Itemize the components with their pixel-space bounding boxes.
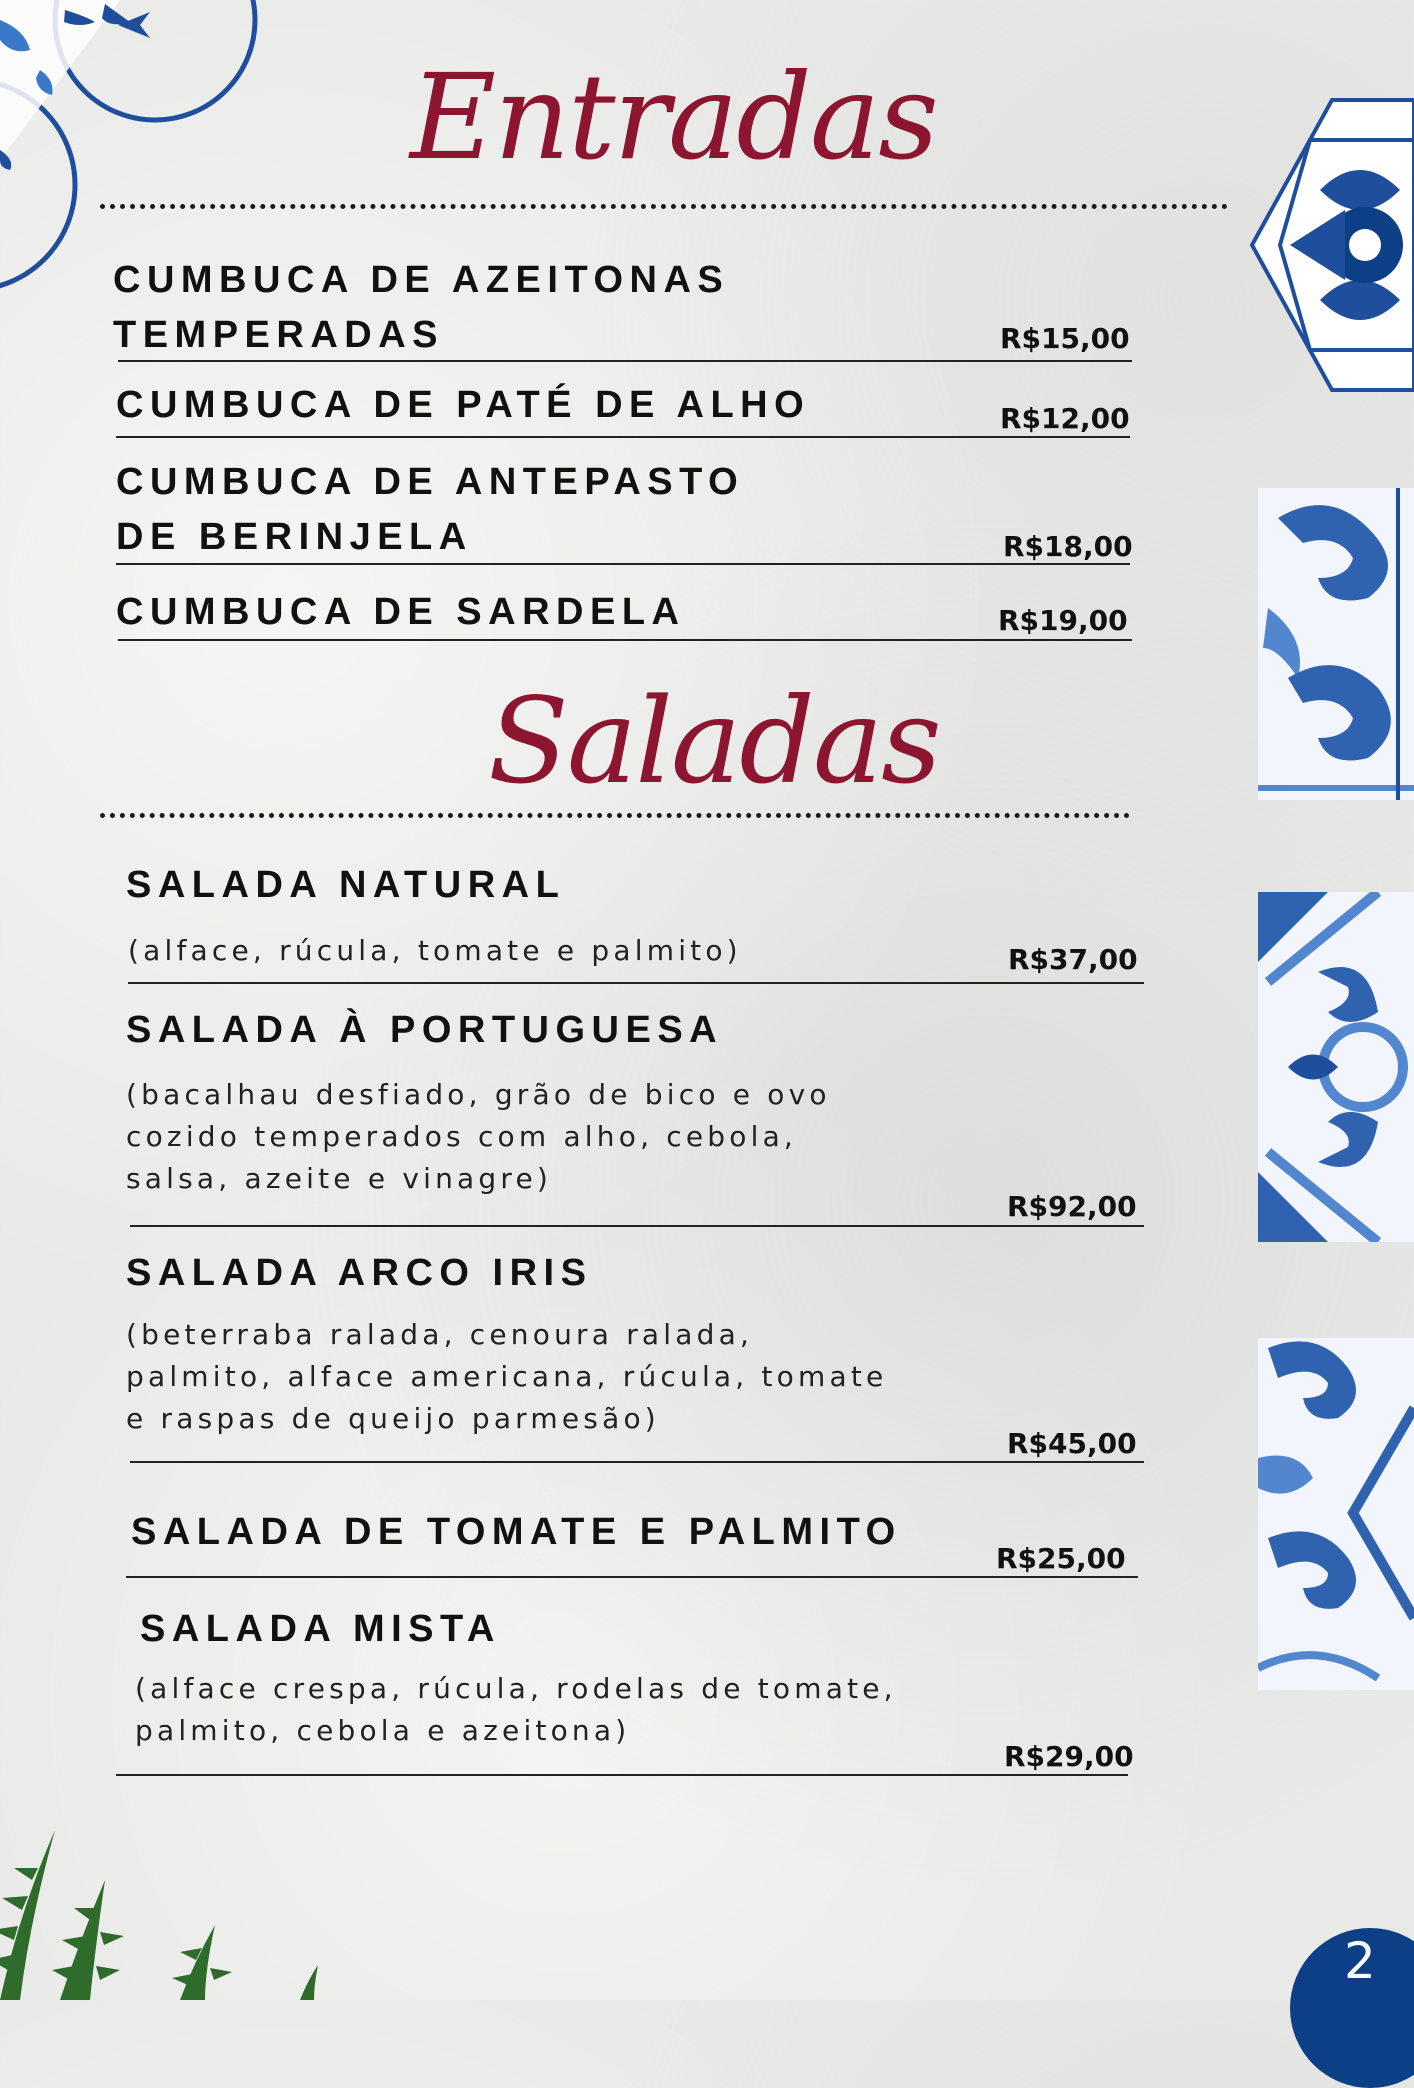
azulejo-tile-icon — [1258, 488, 1414, 800]
azulejo-star-tile-icon — [1250, 80, 1414, 410]
menu-item-description: palmito, alface americana, rúcula, tomate — [126, 1360, 888, 1393]
azulejo-circles-icon — [0, 0, 270, 290]
menu-item-description: cozido temperados com alho, cebola, — [126, 1120, 798, 1153]
menu-item-name: SALADA À PORTUGUESA — [126, 1009, 724, 1051]
menu-item-price: R$37,00 — [1008, 943, 1138, 976]
item-divider — [130, 1225, 1144, 1227]
menu-item-name: SALADA ARCO IRIS — [126, 1252, 593, 1294]
section-divider — [100, 204, 1228, 209]
menu-item-name: CUMBUCA DE SARDELA — [116, 591, 686, 633]
azulejo-tile-icon — [1258, 1338, 1414, 1690]
menu-item-name: CUMBUCA DE ANTEPASTO — [116, 461, 745, 503]
menu-item-name: CUMBUCA DE PATÉ DE ALHO — [116, 384, 811, 426]
menu-item-description: e raspas de queijo parmesão) — [126, 1402, 660, 1435]
item-divider — [118, 639, 1132, 641]
page-number: 2 — [1344, 1932, 1376, 1990]
menu-item-name: TEMPERADAS — [113, 314, 445, 356]
menu-item-description: (beterraba ralada, cenoura ralada, — [126, 1318, 754, 1351]
item-divider — [126, 1576, 1138, 1578]
menu-item-description: salsa, azeite e vinagre) — [126, 1162, 553, 1195]
menu-item-description: (alface, rúcula, tomate e palmito) — [128, 934, 742, 967]
section-title-saladas: Saladas — [488, 672, 940, 810]
item-divider — [116, 436, 1130, 438]
azulejo-tile-icon — [1258, 892, 1414, 1242]
fern-leaves-icon — [0, 1820, 340, 2000]
menu-item-price: R$92,00 — [1007, 1190, 1137, 1223]
menu-item-name: CUMBUCA DE AZEITONAS — [113, 259, 730, 301]
menu-item-price: R$45,00 — [1007, 1427, 1137, 1460]
menu-item-name: SALADA MISTA — [140, 1608, 501, 1650]
item-divider — [116, 563, 1130, 565]
menu-item-name: SALADA NATURAL — [126, 864, 566, 906]
item-divider — [130, 1461, 1144, 1463]
menu-item-name: SALADA DE TOMATE E PALMITO — [131, 1511, 902, 1553]
menu-item-description: (bacalhau desfiado, grão de bico e ovo — [126, 1078, 831, 1111]
item-divider — [118, 360, 1132, 362]
item-divider — [116, 1774, 1128, 1776]
menu-item-price: R$25,00 — [996, 1542, 1126, 1575]
menu-item-price: R$12,00 — [1000, 402, 1130, 435]
item-divider — [128, 982, 1144, 984]
section-title-entradas: Entradas — [410, 48, 937, 186]
menu-item-price: R$18,00 — [1003, 530, 1133, 563]
menu-item-description: palmito, cebola e azeitona) — [135, 1714, 631, 1747]
menu-item-name: DE BERINJELA — [116, 516, 473, 558]
menu-item-price: R$15,00 — [1000, 322, 1130, 355]
section-divider — [100, 813, 1130, 818]
menu-item-price: R$19,00 — [998, 604, 1128, 637]
menu-item-description: (alface crespa, rúcula, rodelas de tomate, — [135, 1672, 897, 1705]
menu-item-price: R$29,00 — [1004, 1740, 1134, 1773]
